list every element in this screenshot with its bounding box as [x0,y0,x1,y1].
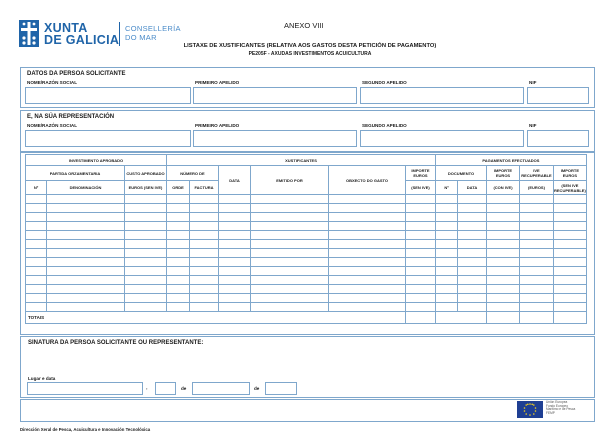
representative-nif-input[interactable] [527,130,589,147]
table-cell[interactable] [436,258,458,267]
table-cell[interactable] [219,276,251,285]
applicant-nif-input[interactable] [527,87,589,104]
table-cell[interactable] [487,213,520,222]
header-col-doc-date: DATA [458,181,487,195]
table-cell[interactable] [26,195,47,204]
applicant-name-label: NOME/RAZÓN SOCIAL [27,80,78,85]
table-row [26,195,587,204]
table-row [26,204,587,213]
table-cell[interactable] [167,294,190,303]
header-budget-item: PARTIDA ORZAMENTARIA [26,166,125,181]
table-cell[interactable] [190,213,219,222]
table-cell[interactable] [406,204,436,213]
header-amount-payment-2: IMPORTE EUROS [554,166,587,181]
header-amount-payment: IMPORTE EUROS [487,166,520,181]
table-cell[interactable] [458,258,487,267]
table-cell[interactable] [251,204,329,213]
table-cell[interactable] [406,249,436,258]
table-cell[interactable] [487,258,520,267]
table-cell[interactable] [406,285,436,294]
table-cell[interactable] [406,240,436,249]
document-subtitle: PE205F - AXUDAS INVESTIMENTOS ACUICULTURA [248,51,372,57]
table-cell[interactable] [406,231,436,240]
table-cell[interactable] [458,240,487,249]
galicia-shield-icon [19,20,39,47]
table-cell[interactable] [554,285,587,294]
table-cell[interactable] [406,294,436,303]
table-cell[interactable] [47,222,125,231]
table-cell[interactable] [47,240,125,249]
table-cell[interactable] [47,213,125,222]
representative-title: E, NA SÚA REPRESENTACIÓN [27,114,115,120]
table-cell[interactable] [458,222,487,231]
totals-row [26,312,587,324]
table-cell[interactable] [26,222,47,231]
table-cell[interactable] [219,213,251,222]
header-col-novat: (SEN IVE) [406,181,436,195]
table-cell[interactable] [47,267,125,276]
table-cell[interactable] [251,240,329,249]
table-cell[interactable] [47,204,125,213]
table-cell[interactable] [520,204,554,213]
header-amount: IMPORTE EUROS [406,166,436,181]
totals-label: TOTAIS [26,312,406,324]
table-cell[interactable] [458,249,487,258]
representative-name-label: NOME/RAZÓN SOCIAL [27,123,78,128]
table-cell[interactable] [219,204,251,213]
table-cell[interactable] [554,276,587,285]
totals-cell[interactable] [406,312,436,324]
table-cell[interactable] [520,294,554,303]
table-cell[interactable] [26,204,47,213]
logo-line2: DE GALICIA [44,32,120,47]
table-cell[interactable] [329,195,406,204]
table-cell[interactable] [26,276,47,285]
table-cell[interactable] [125,195,167,204]
table-cell[interactable] [167,249,190,258]
table-cell[interactable] [329,231,406,240]
representative-surname2-input[interactable] [360,130,524,147]
footer-box [20,399,595,422]
eu-flag-icon [517,401,543,418]
table-cell[interactable] [406,267,436,276]
annex-label: ANEXO VIII [284,21,324,30]
table-cell[interactable] [219,222,251,231]
table-cell[interactable] [436,294,458,303]
header-col-denomination: DENOMINACIÓN [47,181,125,195]
table-cell[interactable] [190,240,219,249]
table-cell[interactable] [47,303,125,312]
table-cell[interactable] [125,231,167,240]
eu-text-line: Unión Europea [546,400,568,404]
representative-surname1-input[interactable] [193,130,357,147]
table-cell[interactable] [167,195,190,204]
table-cell[interactable] [26,249,47,258]
table-cell[interactable] [251,258,329,267]
table-cell[interactable] [190,222,219,231]
representative-nif-label: NIF [529,123,537,128]
table-cell[interactable] [329,213,406,222]
de-separator-1: de [181,386,187,391]
place-date-label: Lugar e data [28,376,56,381]
table-cell[interactable] [125,294,167,303]
header-col-novat-recoverable: (SEN IVE RECUPERABLE) [554,182,586,193]
table-cell[interactable] [458,276,487,285]
table-cell[interactable] [190,195,219,204]
table-cell[interactable] [190,285,219,294]
table-cell[interactable] [520,213,554,222]
table-cell[interactable] [26,240,47,249]
table-cell[interactable] [190,249,219,258]
table-cell[interactable] [520,276,554,285]
table-cell[interactable] [554,294,587,303]
header-col-invoice: FACTURA [190,181,219,195]
table-body [26,195,587,312]
table-cell[interactable] [436,303,458,312]
comma-separator: , [146,385,148,391]
table-cell[interactable] [436,276,458,285]
table-row [26,276,587,285]
table-cell[interactable] [329,276,406,285]
table-cell[interactable] [219,231,251,240]
table-cell[interactable] [487,249,520,258]
table-cell[interactable] [436,249,458,258]
table-cell[interactable] [167,267,190,276]
applicant-name-input[interactable] [25,87,191,104]
header-object: OBXECTO DO GASTO [329,166,406,195]
table-cell[interactable] [251,294,329,303]
table-cell[interactable] [554,204,587,213]
table-cell[interactable] [487,231,520,240]
table-row [26,249,587,258]
table-cell[interactable] [406,213,436,222]
header-document: DOCUMENTO [436,166,487,181]
table-cell[interactable] [219,303,251,312]
table-cell[interactable] [190,276,219,285]
table-cell[interactable] [487,303,520,312]
table-cell[interactable] [329,294,406,303]
eu-text-line: Marítimo e de Pesca [546,407,576,412]
header-number-of: NÚMERO DE [167,166,219,181]
eu-text-line: Fondo Europeo [546,403,568,408]
table-cell[interactable] [487,267,520,276]
table-cell[interactable] [520,303,554,312]
table-cell[interactable] [458,195,487,204]
table-cell[interactable] [125,213,167,222]
table-cell[interactable] [554,195,587,204]
table-cell[interactable] [125,222,167,231]
table-header-row-1 [26,155,587,166]
table-cell[interactable] [219,195,251,204]
header-col-order: ORDE [167,181,190,195]
table-cell[interactable] [26,213,47,222]
table-cell[interactable] [554,222,587,231]
table-cell[interactable] [554,258,587,267]
table-cell[interactable] [219,240,251,249]
header-col-doc-no: Nº [436,181,458,195]
table-cell[interactable] [26,231,47,240]
representative-name-input[interactable] [25,130,191,147]
table-cell[interactable] [190,204,219,213]
logo-line1: XUNTA [44,20,88,35]
table-row [26,285,587,294]
xunta-logo [19,20,119,47]
header-col-no: Nº [26,181,47,195]
logo-text [44,22,119,46]
table-cell[interactable] [436,240,458,249]
table-cell[interactable] [436,195,458,204]
table-cell[interactable] [406,258,436,267]
table-cell[interactable] [26,294,47,303]
place-input[interactable] [27,382,143,395]
signature-title: SINATURA DA PERSOA SOLICITANTE OU REPRESENTANTE: [28,340,204,346]
table-cell[interactable] [47,276,125,285]
table-cell[interactable] [190,267,219,276]
table-cell[interactable] [219,249,251,258]
table-row [26,294,587,303]
header-col-euros: (EUROS) [520,181,554,195]
totals-cell[interactable] [554,312,587,324]
table-cell[interactable] [458,285,487,294]
table-cell[interactable] [190,258,219,267]
table-cell[interactable] [167,285,190,294]
logo-divider [119,22,120,46]
table-cell[interactable] [125,303,167,312]
header-payments: PAGAMENTOS EFECTUADOS [436,155,587,166]
table-cell[interactable] [26,303,47,312]
table-cell[interactable] [554,231,587,240]
table-cell[interactable] [251,285,329,294]
table-cell[interactable] [487,285,520,294]
table-cell[interactable] [520,195,554,204]
table-row [26,303,587,312]
department-line1: CONSELLERÍA [125,24,181,33]
table-cell[interactable] [251,303,329,312]
table-cell[interactable] [251,276,329,285]
table-cell[interactable] [458,231,487,240]
header-approved-cost: CUSTO APROBADO [125,166,167,181]
table-cell[interactable] [167,213,190,222]
table-cell[interactable] [219,285,251,294]
table-cell[interactable] [520,285,554,294]
totals-cell[interactable] [520,312,554,324]
table-cell[interactable] [406,195,436,204]
totals-cell [436,312,487,324]
eu-funding-text [546,401,586,415]
table-cell[interactable] [436,231,458,240]
table-cell[interactable] [26,285,47,294]
table-cell[interactable] [125,276,167,285]
table-cell[interactable] [458,204,487,213]
table-cell[interactable] [554,303,587,312]
applicant-title: DATOS DA PERSOA SOLICITANTE [27,71,126,77]
table-cell[interactable] [251,231,329,240]
table-cell[interactable] [167,258,190,267]
table-cell[interactable] [190,303,219,312]
table-cell[interactable] [251,267,329,276]
table-cell[interactable] [219,258,251,267]
applicant-nif-label: NIF [529,80,537,85]
page-header [0,0,615,60]
table-cell[interactable] [47,258,125,267]
table-row [26,213,587,222]
header-investment: INVESTIMENTO APROBADO [26,155,167,166]
table-cell[interactable] [125,204,167,213]
table-cell[interactable] [520,249,554,258]
table-cell[interactable] [436,267,458,276]
table-cell[interactable] [125,249,167,258]
applicant-surname1-input[interactable] [193,87,357,104]
table-cell[interactable] [125,267,167,276]
department-name [125,24,181,42]
table-cell[interactable] [47,285,125,294]
table-cell[interactable] [520,267,554,276]
month-input[interactable] [192,382,250,395]
table-cell[interactable] [406,222,436,231]
header-issuer: EMITIDO POR [251,166,329,195]
table-cell[interactable] [167,240,190,249]
year-input[interactable] [265,382,297,395]
table-cell[interactable] [190,294,219,303]
applicant-surname2-input[interactable] [360,87,524,104]
table-cell[interactable] [167,276,190,285]
table-cell[interactable] [47,249,125,258]
table-cell[interactable] [458,213,487,222]
table-cell[interactable] [329,249,406,258]
table-cell[interactable] [554,240,587,249]
header-receipts: XUSTIFICANTES [167,155,436,166]
table-cell[interactable] [406,303,436,312]
table-cell[interactable] [458,267,487,276]
table-cell[interactable] [125,258,167,267]
department-line2: DO MAR [125,33,157,42]
de-separator-2: de [254,386,260,391]
table-cell[interactable] [487,294,520,303]
table-cell[interactable] [329,267,406,276]
table-row [26,267,587,276]
header-col-euros-novat: EUROS (SEN IVE) [125,181,167,195]
table-cell[interactable] [487,240,520,249]
table-cell[interactable] [125,285,167,294]
table-cell[interactable] [458,303,487,312]
table-cell[interactable] [554,249,587,258]
table-cell[interactable] [436,285,458,294]
table-cell[interactable] [47,294,125,303]
table-cell[interactable] [436,204,458,213]
table-cell[interactable] [487,195,520,204]
table-cell[interactable] [329,204,406,213]
table-cell[interactable] [520,240,554,249]
representative-surname2-label: SEGUNDO APELIDO [362,123,407,128]
table-cell[interactable] [167,231,190,240]
table-cell[interactable] [251,249,329,258]
table-cell[interactable] [125,240,167,249]
totals-cell[interactable] [487,312,520,324]
table-header-row-2 [26,166,587,181]
table-cell[interactable] [251,222,329,231]
header-col-withvat: (CON IVE) [487,181,520,195]
table-cell[interactable] [487,222,520,231]
table-cell[interactable] [436,222,458,231]
day-input[interactable] [155,382,176,395]
table-cell[interactable] [520,222,554,231]
receipts-table [25,154,587,324]
representative-surname1-label: PRIMEIRO APELIDO [195,123,240,128]
table-cell[interactable] [329,258,406,267]
table-cell[interactable] [329,303,406,312]
table-cell[interactable] [520,231,554,240]
table-cell[interactable] [487,204,520,213]
footer-department: Dirección Xeral de Pesca, Acuicultura e Innovación Tecnolóxica [20,427,151,432]
table-cell[interactable] [251,213,329,222]
table-row [26,222,587,231]
header-date: DATA [219,166,251,195]
table-cell[interactable] [167,222,190,231]
table-cell[interactable] [167,303,190,312]
table-cell[interactable] [190,231,219,240]
table-cell[interactable] [329,222,406,231]
table-cell[interactable] [520,258,554,267]
table-cell[interactable] [458,294,487,303]
table-cell[interactable] [406,276,436,285]
table-cell[interactable] [554,213,587,222]
table-row [26,258,587,267]
table-cell[interactable] [26,267,47,276]
table-cell[interactable] [329,240,406,249]
table-cell[interactable] [554,267,587,276]
document-title: LISTAXE DE XUSTIFICANTES (RELATIVA AOS GASTOS DESTA PETICIÓN DE PAGAMENTO) [183,43,437,49]
table-cell[interactable] [219,267,251,276]
table-cell[interactable] [436,213,458,222]
eu-text-line: FEMP [546,410,555,415]
applicant-surname1-label: PRIMEIRO APELIDO [195,80,240,85]
table-cell[interactable] [47,195,125,204]
table-cell[interactable] [26,258,47,267]
table-cell[interactable] [47,231,125,240]
table-cell[interactable] [487,276,520,285]
table-row [26,240,587,249]
table-cell[interactable] [167,204,190,213]
table-row [26,231,587,240]
table-cell[interactable] [329,285,406,294]
header-vat-recoverable: IVE RECUPERABLE [520,166,554,181]
applicant-surname2-label: SEGUNDO APELIDO [362,80,407,85]
table-cell[interactable] [251,195,329,204]
table-cell[interactable] [219,294,251,303]
